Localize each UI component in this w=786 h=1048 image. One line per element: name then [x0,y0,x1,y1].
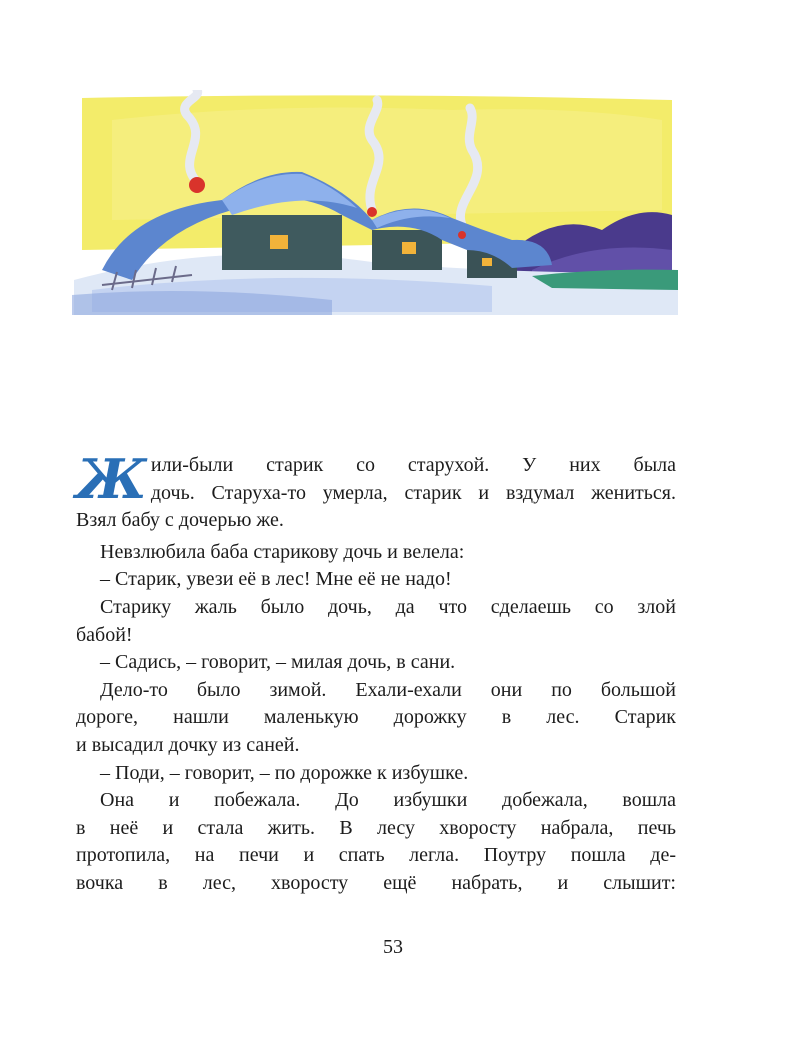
winter-village-illustration [72,90,680,315]
paragraph-1 [76,447,676,511]
text-line: Старику жаль было дочь, да что сделаешь со злой [100,595,676,618]
text-line: Дело-то было зимой. Ехали-ехали они по большой [100,678,676,701]
text-line: вочка в лес, хворосту ещё набрать, и слышит: [76,871,676,894]
text-line: дороге, нашли маленькую дорожку в лес. Старик [76,706,676,729]
text-line: бабой! [76,623,133,646]
text-line: Взял бабу с дочерью же. [76,509,284,532]
page-number: 53 [383,936,403,958]
text-line: – Поди, – говорит, – по дорожке к избушке. [100,761,469,784]
text-line: протопила, на печи и спать легла. Поутру пошла де- [76,844,676,867]
text-line: Невзлюбила баба старикову дочь и велела: [100,540,465,563]
text-line: или-были старик со старухой. У них была [150,454,676,476]
text-line: и высадил дочку из саней. [76,733,300,756]
text-line: дочь. Старуха-то умерла, старик и вздумал жениться. [150,481,676,504]
text-line: Она и побежала. До избушки добежала, вошла [100,789,676,812]
text-line: в неё и стала жить. В лесу хворосту набрала, печь [76,816,676,839]
story-text [76,447,676,898]
text-line: – Старик, увези её в лес! Мне её не надо! [100,568,452,591]
drop-cap-letter: Ж [76,447,147,511]
text-line: – Садись, – говорит, – милая дочь, в сани. [100,651,456,674]
